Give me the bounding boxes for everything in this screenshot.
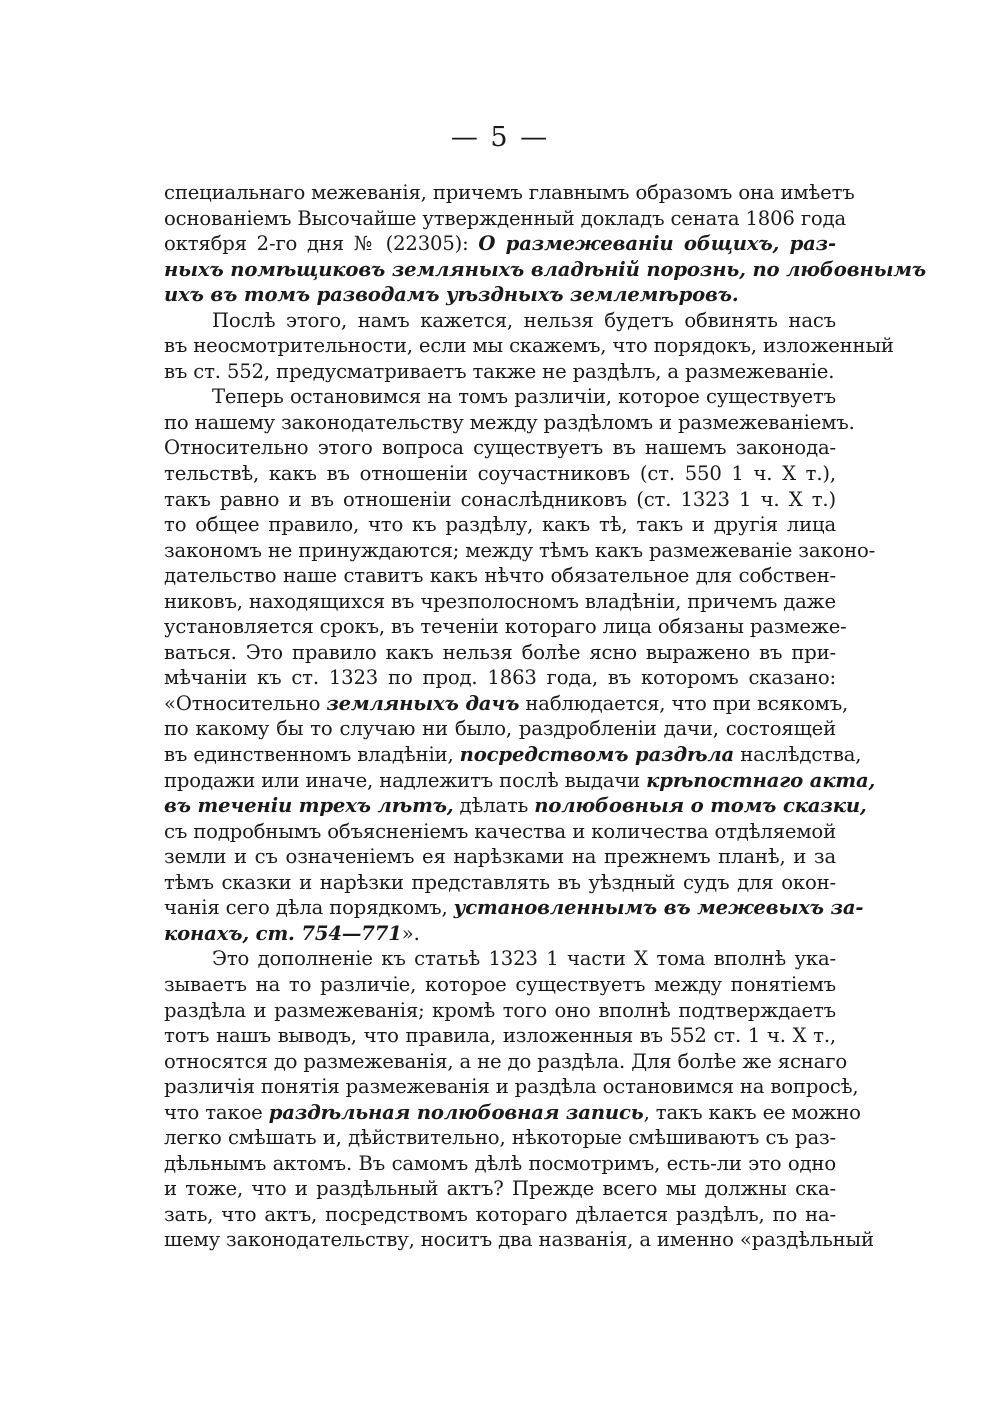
text-segment: по какому бы то случаю ни было, раздробленіи дачи, состоящей [164,717,836,741]
text-segment: дѣлать [453,794,535,818]
text-line [164,563,836,589]
text-line [164,793,867,819]
text-segment: раздѣла и размежеванія; кромѣ того оно вполнѣ подтверждаетъ [164,998,836,1022]
page-number: — 5 — [450,122,550,153]
text-line [164,1074,859,1100]
text-line [164,921,836,947]
text-line [164,538,876,564]
text-segment: Относительно этого вопроса существуетъ въ нашемъ законода- [164,436,836,460]
text-line [164,972,836,998]
text-segment: зываетъ на то различіе, которое существуетъ между понятіемъ [164,972,836,996]
text-line [164,257,926,283]
text-segment: тѣмъ сказки и нарѣзки представлять въ уѣздный судъ для окон- [164,870,836,894]
text-line [164,1151,836,1177]
text-line [164,870,836,896]
text-line [164,819,836,845]
text-segment: Послѣ этого, намъ кажется, нельзя будетъ обвинять насъ [212,308,836,332]
text-segment: различія понятія размежеванія и раздѣла остановимся на вопросѣ, [164,1075,859,1099]
text-line [164,946,836,972]
text-line [164,512,836,538]
text-segment: съ подробнымъ объясненіемъ качества и количества отдѣляемой [164,819,836,843]
italic-text: въ теченіи трехъ лѣтъ, [164,794,454,818]
text-segment: ваться. Это правило какъ нельзя болѣе ясно выражено въ при- [164,640,836,664]
text-segment: продажи или иначе, надлежитъ послѣ выдачи [164,768,647,792]
text-line [164,768,876,794]
text-segment: чанія сего дѣла порядкомъ, [164,896,454,920]
text-segment: шему законодательству, носитъ два названія, а именно «раздѣльный [164,1228,874,1252]
text-line [164,998,836,1024]
text-segment: закономъ не принуждаются; между тѣмъ какъ размежеваніе законо- [164,538,876,562]
text-segment: тельствѣ, какъ въ отношеніи соучастниковъ (ст. 550 1 ч. X т.), [164,462,836,486]
text-segment: легко смѣшать и, дѣйствительно, нѣкоторые смѣшиваютъ съ раз- [164,1126,836,1150]
text-line [164,384,836,410]
text-segment: такъ равно и въ отношеніи сонаслѣдниковъ (ст. 1323 1 ч. X т.) [164,487,836,511]
text-line [164,691,849,717]
text-line [164,1176,836,1202]
text-line [164,1202,836,1228]
text-segment: относятся до размежеванія, а не до раздѣла. Для болѣе же яснаго [164,1049,847,1073]
text-line [164,180,855,206]
italic-text: ихъ въ томъ разводамъ уѣздныхъ землемѣровъ. [164,283,739,307]
text-line [164,716,836,742]
text-segment: мѣчаніи къ ст. 1323 по прод. 1863 года, въ которомъ сказано: [164,666,836,690]
text-line [164,461,836,487]
text-segment: наслѣдства, [734,743,862,767]
text-line [164,1125,836,1151]
text-segment: въ неосмотрительности, если мы скажемъ, что порядокъ, изложенный [164,334,894,358]
text-line [164,1049,847,1075]
italic-text: полюбовныя о томъ сказки, [534,794,867,818]
text-segment: основаніемъ Высочайше утвержденный докладъ сената 1806 года [164,206,847,230]
text-line [164,231,836,257]
text-segment: зать, что актъ, посредствомъ котораго дѣлается раздѣлъ, по на- [164,1202,836,1226]
body-text [164,180,926,1253]
italic-text: конахъ, ст. 754—771 [164,921,402,945]
italic-text: земляныхъ дачъ [326,691,520,715]
text-segment: наблюдается, что при всякомъ, [519,691,849,715]
text-line [164,1023,836,1049]
text-segment: и тоже, что и раздѣльный актъ? Прежде всего мы должны ска- [164,1177,836,1201]
italic-text: посредствомъ раздѣла [459,743,735,767]
italic-text: крѣпостнаго акта, [646,768,876,792]
italic-text: раздѣльная полюбовная запись [268,1100,644,1124]
text-segment: тотъ нашъ выводъ, что правила, изложенныя въ 552 ст. 1 ч. X т., [164,1024,836,1048]
text-line [164,895,864,921]
text-line [164,282,836,308]
text-segment: дательство наше ставитъ какъ нѣчто обязательное для собствен- [164,564,836,588]
text-segment: , такъ какъ ее можно [643,1100,861,1124]
text-line [164,435,836,461]
italic-text: установленнымъ въ межевыхъ за- [453,896,864,920]
text-segment: специальнаго межеванія, причемъ главнымъ образомъ она имѣетъ [164,181,855,204]
text-segment: Теперь остановимся на томъ различіи, которое существуетъ [212,385,836,409]
text-line [164,359,836,385]
text-segment: что такое [164,1100,269,1124]
text-segment: никовъ, находящихся въ чрезполосномъ владѣніи, причемъ даже [164,589,836,613]
text-segment: ». [401,921,420,945]
text-segment: то общее правило, что къ раздѣлу, какъ тѣ, такъ и другія лица [164,513,836,537]
text-line [164,614,847,640]
text-line [164,665,836,691]
text-segment: «Относительно [164,691,327,715]
text-line [164,1100,861,1126]
italic-text: О размежеваніи общихъ, раз- [478,232,836,256]
text-segment: въ единственномъ владѣніи, [164,743,460,767]
italic-text: ныхъ помѣщиковъ земляныхъ владѣній порознь, по любовнымъ [164,257,926,281]
text-line [164,589,836,615]
text-segment: по нашему законодательству между раздѣломъ и размежеваніемъ. [164,410,855,434]
text-segment: дѣльнымъ актомъ. Въ самомъ дѣлѣ посмотримъ, есть-ли это одно [164,1151,836,1175]
text-line [164,308,836,334]
text-segment: земли и съ означеніемъ ея нарѣзками на прежнемъ планѣ, и за [164,845,836,869]
text-line [164,410,855,436]
text-segment: Это дополненіе къ статьѣ 1323 1 части X тома вполнѣ ука- [212,947,836,971]
text-line [164,844,836,870]
text-line [164,487,836,513]
text-line [164,640,836,666]
text-line [164,1227,874,1253]
text-line [164,333,894,359]
text-segment: октября 2-го дня № (22305): [164,232,479,256]
text-segment: въ ст. 552, предусматриваетъ также не раздѣлъ, а размежеваніе. [164,359,835,383]
text-segment: установляется срокъ, въ теченіи котораго лица обязаны размеже- [164,615,847,639]
text-line [164,206,847,232]
text-line [164,742,862,768]
